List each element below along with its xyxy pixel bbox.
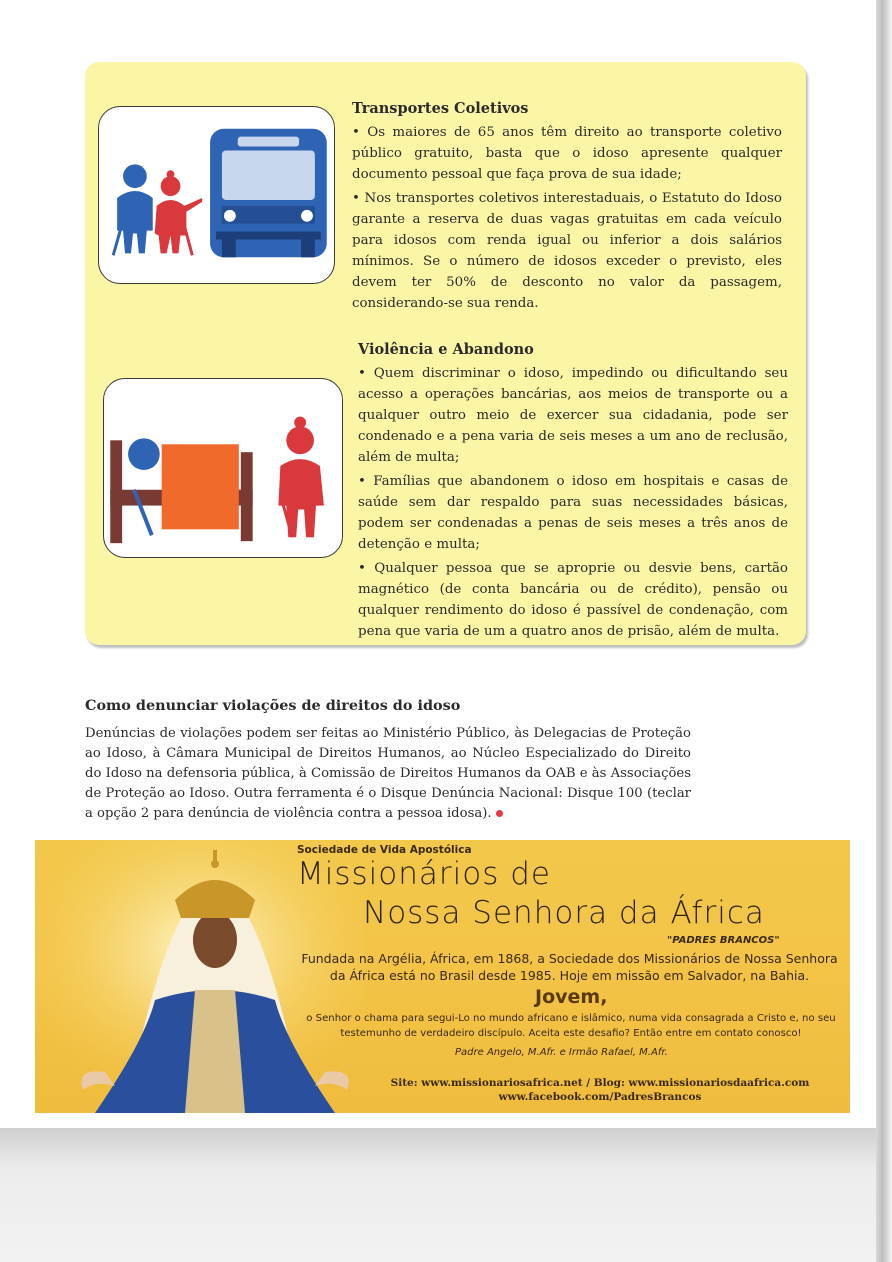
wheel-right	[301, 239, 315, 257]
cane-red	[184, 226, 192, 256]
bus-illustration	[98, 106, 335, 284]
violencia-paragraph-1: • Quem discriminar o idoso, impedindo ou dificultando seu acesso a operações bancárias, aos meios de transporte ou a qualquer outro meio de exercer sua cidadania, pode ser condenado e a pena varia de seis meses a um ano de reclusão, além de multa;	[358, 366, 788, 465]
page-bottom-shadow	[0, 1128, 876, 1262]
ad-facebook-link[interactable]: www.facebook.com/PadresBrancos	[498, 1091, 702, 1103]
transportes-title: Transportes Coletivos	[352, 100, 529, 117]
elder-head	[123, 164, 147, 188]
denuncia-body	[85, 724, 691, 824]
page-edge	[876, 0, 892, 1262]
elder-body-red	[155, 198, 202, 253]
bus-grille	[222, 206, 315, 224]
section-transportes	[352, 98, 782, 317]
ad-padres-brancos: "PADRES BRANCOS"	[667, 935, 780, 946]
visitor-body	[278, 459, 323, 537]
robe-front	[185, 990, 245, 1113]
face	[193, 912, 237, 968]
violencia-title: Violência e Abandono	[358, 341, 534, 358]
ad-links	[375, 1076, 825, 1104]
transportes-paragraph-1: • Os maiores de 65 anos têm direito ao transporte coletivo público gratuito, basta que o idoso apresente qualquer documento pessoal que faça prova de sua idade;	[352, 125, 782, 182]
violencia-paragraph-3: • Qualquer pessoa que se aproprie ou desvie bens, cartão magnético (de conta bancária ou de crédito), pensão ou qualquer rendimento do idoso é passível de condenação, com pena que varia de um a quatro anos de prisão, além de multa.	[358, 561, 788, 639]
bus-window	[222, 151, 315, 200]
denuncia-title: Como denunciar violações de direitos do idoso	[85, 697, 461, 714]
patient-head	[128, 438, 160, 470]
headlight-left	[224, 210, 236, 222]
end-mark	[496, 810, 503, 817]
wheel-left	[222, 239, 236, 257]
ad-site-blog-link[interactable]: Site: www.missionariosafrica.net / Blog: www.missionariosdaafrica.com	[390, 1077, 810, 1089]
ad-signature: Padre Angelo, M.Afr. e Irmão Rafael, M.Afr.	[455, 1047, 668, 1058]
visitor-head	[286, 426, 314, 454]
ad-calling-text: o Senhor o chama para segui-Lo no mundo africano e islâmico, numa vida consagrada a Cristo e, no seu testemunho de verdadeiro discípulo. Aceita este desafio? Então entre em contato conosco!	[306, 1013, 836, 1039]
ad-society-label: Sociedade de Vida Apostólica	[297, 844, 472, 856]
bed-elder-icon	[104, 379, 342, 557]
section-violencia	[358, 339, 788, 645]
ad-founding-text: Fundada na Argélia, África, em 1868, a Sociedade dos Missionários de Nossa Senhora da África está no Brasil desde 1985. Hoje em missão em Salvador, na Bahia.	[301, 951, 838, 983]
advertisement	[35, 840, 850, 1113]
denuncia-text: Denúncias de violações podem ser feitas ao Ministério Público, às Delegacias de Proteção ao Idoso, à Câmara Municipal de Direitos Humanos, ao Núcleo Especializado do Direito do Idoso na defensoria pública, à Comissão de Direitos Humanos da OAB e às Associações de Proteção ao Idoso. Outra ferramenta é o Disque Denúncia Nacional: Disque 100 (teclar a opção 2 para denúncia de violência contra a pessoa idosa).	[85, 726, 691, 821]
ad-jovem-heading: Jovem,	[535, 986, 608, 1008]
ad-title-line-1: Missionários de	[297, 856, 551, 892]
violencia-paragraph-2: • Famílias que abandonem o idoso em hospitais e casas de saúde sem dar respaldo para suas necessidades básicas, podem ser condenadas a penas de seis meses a três anos de detenção e multa;	[358, 474, 788, 552]
section-denuncia	[85, 696, 691, 824]
blanket	[162, 444, 239, 529]
elder-head-red	[161, 176, 181, 196]
ad-title-line-2: Nossa Senhora da África	[363, 895, 765, 931]
crown-cross-post	[213, 850, 217, 866]
bus-elderly-icon	[99, 107, 334, 283]
transportes-paragraph-2: • Nos transportes coletivos interestaduais, o Estatuto do Idoso garante a reserva de duas vagas gratuitas em cada veículo para idosos com renda igual ou inferior a dois salários mínimos. Se o número de idosos exceder o previsto, eles devem ter 50% de desconto no valor da passagem, considerando-se sua renda.	[352, 191, 782, 311]
abandon-illustration	[103, 378, 343, 558]
bus-bumper	[216, 232, 321, 240]
bus-sign	[238, 137, 299, 147]
headlight-right	[301, 210, 313, 222]
